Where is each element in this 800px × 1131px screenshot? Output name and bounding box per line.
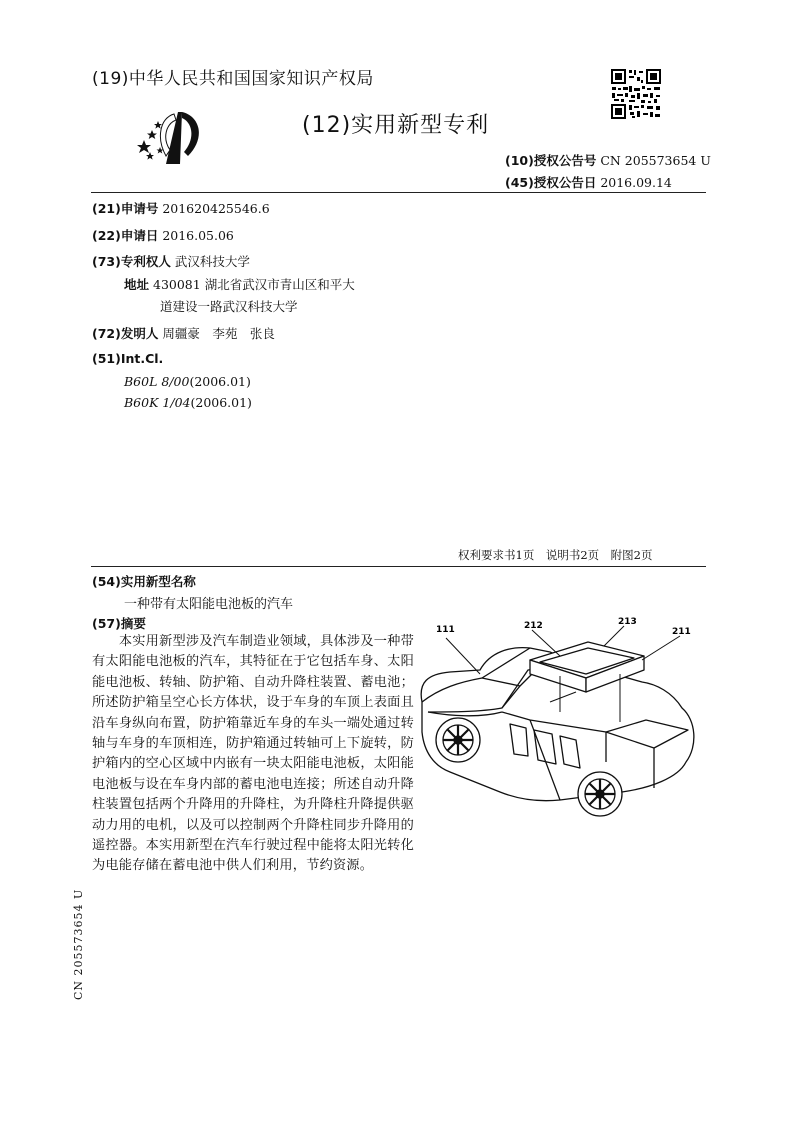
int-cl-label: (51)Int.Cl.: [92, 351, 164, 366]
publication-number-value: CN 205573654 U: [600, 153, 711, 168]
address-label: 地址: [124, 277, 150, 292]
publication-date: [505, 173, 672, 191]
inventors-value: 周疆豪 李苑 张良: [162, 326, 275, 341]
ipc-year-2: (2006.01): [190, 395, 252, 410]
utility-model-name-label: (54)实用新型名称: [92, 574, 196, 589]
application-date-label: (22)申请日: [92, 228, 159, 243]
address: [124, 275, 355, 293]
patentee-label: (73)专利权人: [92, 254, 171, 269]
car-figure: [410, 612, 710, 832]
publication-number: [505, 151, 711, 169]
abstract-text: 本实用新型涉及汽车制造业领域，具体涉及一种带有太阳能电池板的汽车，其特征在于它包括车身、太阳能电池板、转轴、防护箱、自动升降柱装置、蓄电池；所述防护箱呈空心长方体状，设于车身的车顶上表面且沿车身纵向布置，防护箱靠近车身的车头一端处通过转轴与车身的车顶相连，防护箱通过转轴可上下旋转，防护箱内的空心区域中内嵌有一块太阳能电池板，太阳能电池板与设在车身内部的蓄电池电连接；所述自动升降柱装置包括两个升降用的升降柱，为升降柱升降提供驱动力用的电机，以及可以控制两个升降柱同步升降用的遥控器。本实用新型在汽车行驶过程中能将太阳光转化为电能存储在蓄电池中供人们利用，节约资源。: [92, 634, 414, 874]
abstract-divider: [91, 566, 706, 567]
patent-type-title: (12)实用新型专利: [302, 113, 490, 138]
application-date-value: 2016.05.06: [162, 228, 234, 243]
ipc-code-1: B60L 8/00: [124, 374, 190, 389]
utility-model-name: 一种带有太阳能电池板的汽车: [124, 597, 294, 612]
figure-label-212: 212: [524, 621, 543, 631]
patentee-value: 武汉科技大学: [174, 254, 250, 269]
ipc-year-1: (2006.01): [189, 374, 251, 389]
application-number-label: (21)申请号: [92, 201, 159, 216]
address-line-1: 430081 湖北省武汉市青山区和平大: [153, 277, 355, 292]
publication-number-label: (10)授权公告号: [505, 153, 597, 168]
pages-summary: 权利要求书1页 说明书2页 附图2页: [458, 548, 653, 562]
figure-label-111: 111: [436, 625, 455, 635]
header-divider: [91, 192, 706, 193]
address-line-2: 道建设一路武汉科技大学: [160, 299, 298, 314]
cnipa-logo: [130, 104, 212, 170]
figure-label-213: 213: [618, 617, 637, 627]
office-name: (19)中华人民共和国国家知识产权局: [92, 69, 374, 89]
application-number-value: 201620425546.6: [162, 201, 270, 216]
publication-date-value: 2016.09.14: [600, 175, 672, 190]
qr-code: [610, 68, 662, 120]
abstract-label: (57)摘要: [92, 616, 146, 631]
publication-date-label: (45)授权公告日: [505, 175, 597, 190]
ipc-code-2: B60K 1/04: [124, 395, 191, 410]
figure-label-211: 211: [672, 627, 691, 637]
inventors-label: (72)发明人: [92, 326, 159, 341]
side-publication-code: CN 205573654 U: [72, 888, 85, 1000]
ipc-classification-1: [124, 374, 251, 389]
ipc-classification-2: [124, 395, 252, 410]
patentee: [92, 252, 250, 270]
application-number: [92, 199, 270, 217]
inventors: [92, 324, 275, 342]
application-date: [92, 226, 234, 244]
